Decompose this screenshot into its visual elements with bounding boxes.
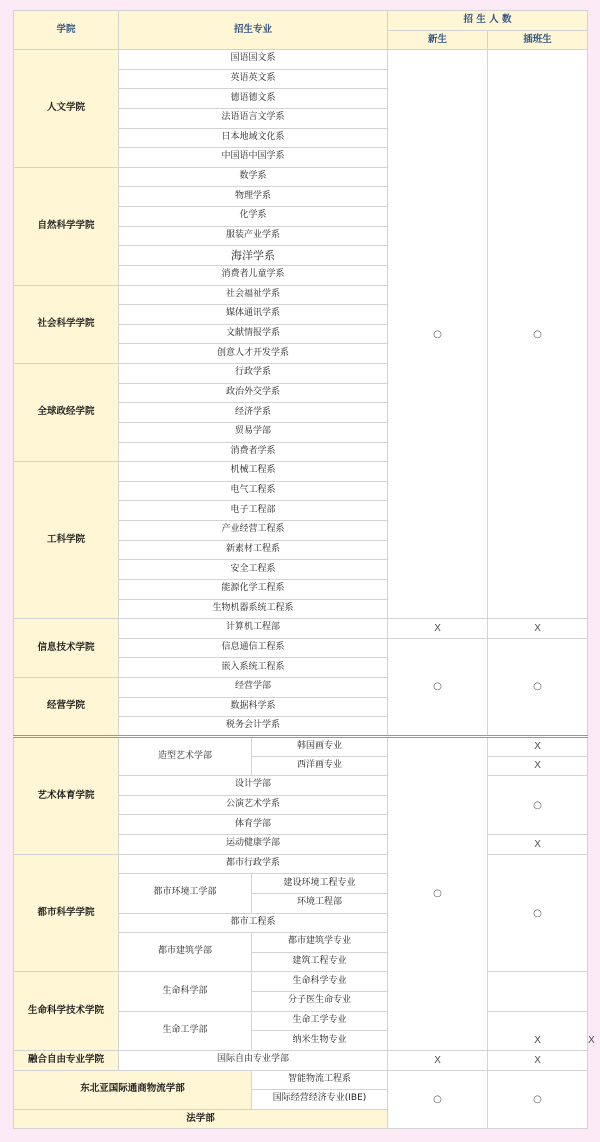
header-new: 新生	[388, 31, 488, 50]
major-cell: 数学系	[119, 167, 388, 187]
major-cell: 生物机器系统工程系	[119, 599, 388, 619]
new-quota-group-4: ○	[388, 1070, 488, 1129]
major-cell: 环境工程部	[252, 893, 388, 913]
college-logistics: 东北亚国际通商物流学部	[14, 1070, 252, 1109]
transfer-quota-cell: ○	[488, 776, 588, 835]
major-cell: 产业经营工程系	[119, 521, 388, 541]
new-quota-group-3: ○	[388, 736, 488, 1050]
major-cell: 生命工学专业	[252, 1011, 388, 1031]
major-cell: 消费者儿童学系	[119, 265, 388, 285]
major-cell: 化学系	[119, 207, 388, 227]
college-global: 全球政经学院	[14, 364, 119, 462]
transfer-quota-cell: X	[488, 736, 588, 756]
major-cell: 税务会计学系	[119, 717, 388, 737]
transfer-quota-group-4: ○	[488, 1070, 588, 1129]
major-cell: 都市建筑学专业	[252, 933, 388, 953]
major-cell: 经济学系	[119, 403, 388, 423]
college-fusion: 融合自由专业学院	[14, 1050, 119, 1070]
new-quota-cell: X	[388, 1050, 488, 1070]
admission-table-wrapper	[13, 10, 595, 1129]
college-it: 信息技术学院	[14, 619, 119, 678]
new-quota-cell: X	[388, 619, 488, 639]
table-row	[14, 50, 588, 70]
table-row	[14, 1050, 588, 1070]
header-transfer: 插班生	[488, 31, 588, 50]
major-cell: 西洋画专业	[252, 756, 388, 776]
major-cell: 社会福祉学系	[119, 285, 388, 305]
table-row	[14, 1070, 588, 1090]
transfer-quota-group-2: ○	[488, 638, 588, 736]
major-cell: 机械工程系	[119, 462, 388, 482]
major-cell: 物理学系	[119, 187, 388, 207]
header-major: 招生专业	[119, 11, 388, 50]
college-business: 经营学院	[14, 678, 119, 737]
major-cell: 新素材工程系	[119, 540, 388, 560]
new-quota-group-2: ○	[388, 638, 488, 736]
college-urban: 都市科学学院	[14, 854, 119, 972]
header-quota: 招 生 人 数	[388, 11, 588, 31]
table-row: 生命工学部 生命工学专业 X X	[14, 1011, 588, 1031]
major-cell: 日本地域文化系	[119, 128, 388, 148]
header-row-1	[14, 11, 588, 31]
major-cell: 行政学系	[119, 364, 388, 384]
major-cell: 都市工程系	[119, 913, 388, 933]
college-life: 生命科学技术学院	[14, 972, 119, 1051]
transfer-quota-cell: X	[488, 619, 588, 639]
major-cell: 消费者学系	[119, 442, 388, 462]
college-social: 社会科学学院	[14, 285, 119, 364]
major-cell: 文献情报学系	[119, 324, 388, 344]
major-cell: 信息通信工程系	[119, 638, 388, 658]
college-humanities: 人文学院	[14, 50, 119, 168]
major-cell: 国际经营经济专业(IBE)	[252, 1090, 388, 1110]
major-cell: 建设环境工程专业	[252, 874, 388, 894]
admission-table	[13, 10, 595, 1129]
sub-department-cell: 造型艺术学部	[119, 736, 252, 775]
major-cell: 国际自由专业学部	[119, 1050, 388, 1070]
major-cell: 分子医生命专业	[252, 992, 388, 1012]
major-cell: 计算机工程部	[119, 619, 388, 639]
major-cell: 贸易学部	[119, 422, 388, 442]
new-quota-group-1: ○	[388, 50, 488, 619]
transfer-quota-cell: X	[488, 1050, 588, 1070]
transfer-quota-cell: X	[488, 835, 588, 855]
major-cell: 政治外交学系	[119, 383, 388, 403]
major-cell: 纳米生物专业	[252, 1031, 388, 1051]
major-cell: 运动健康学部	[119, 835, 388, 855]
table-row	[14, 854, 588, 874]
sub-department-cell: 生命科学部	[119, 972, 252, 1011]
transfer-quota-group-1: ○	[488, 50, 588, 619]
sub-department-cell: 都市建筑学部	[119, 933, 252, 972]
college-law: 法学部	[14, 1109, 388, 1129]
major-cell: 经营学部	[119, 678, 388, 698]
major-cell: 数据科学系	[119, 697, 388, 717]
major-cell: 海洋学系	[119, 246, 388, 266]
major-cell: 智能物流工程系	[252, 1070, 388, 1090]
major-cell: 电子工程部	[119, 501, 388, 521]
major-cell: 体育学部	[119, 815, 388, 835]
major-cell: 能源化学工程系	[119, 579, 388, 599]
major-cell: 公演艺术学系	[119, 795, 388, 815]
major-cell: 嵌入系统工程系	[119, 658, 388, 678]
major-cell: 安全工程系	[119, 560, 388, 580]
college-arts: 艺术体育学院	[14, 736, 119, 854]
major-cell: 都市行政学系	[119, 854, 388, 874]
major-cell: 媒体通讯学系	[119, 305, 388, 325]
major-cell: 中国语中国学系	[119, 148, 388, 168]
major-cell: 国语国文系	[119, 50, 388, 70]
new-quota-cell: X	[488, 1011, 588, 1050]
major-cell: 建筑工程专业	[252, 952, 388, 972]
major-cell: 生命科学专业	[252, 972, 388, 992]
table-row	[14, 972, 588, 992]
transfer-quota-cell	[488, 972, 588, 1011]
table-row	[14, 736, 588, 756]
major-cell: 电气工程系	[119, 481, 388, 501]
transfer-quota-cell: X	[488, 756, 588, 776]
major-cell: 法语语言文学系	[119, 108, 388, 128]
sub-department-cell: 生命工学部	[119, 1011, 252, 1050]
major-cell: 德语德文系	[119, 89, 388, 109]
major-cell: 创意人才开发学系	[119, 344, 388, 364]
major-cell: 英语英文系	[119, 69, 388, 89]
major-cell: 设计学部	[119, 776, 388, 796]
header-college: 学院	[14, 11, 119, 50]
college-engineering: 工科学院	[14, 462, 119, 619]
college-natural: 自然科学学院	[14, 167, 119, 285]
transfer-quota-cell: ○	[488, 854, 588, 972]
major-cell: 服装产业学系	[119, 226, 388, 246]
major-cell: 韩国画专业	[252, 736, 388, 756]
sub-department-cell: 都市环境工学部	[119, 874, 252, 913]
table-row	[14, 619, 588, 639]
